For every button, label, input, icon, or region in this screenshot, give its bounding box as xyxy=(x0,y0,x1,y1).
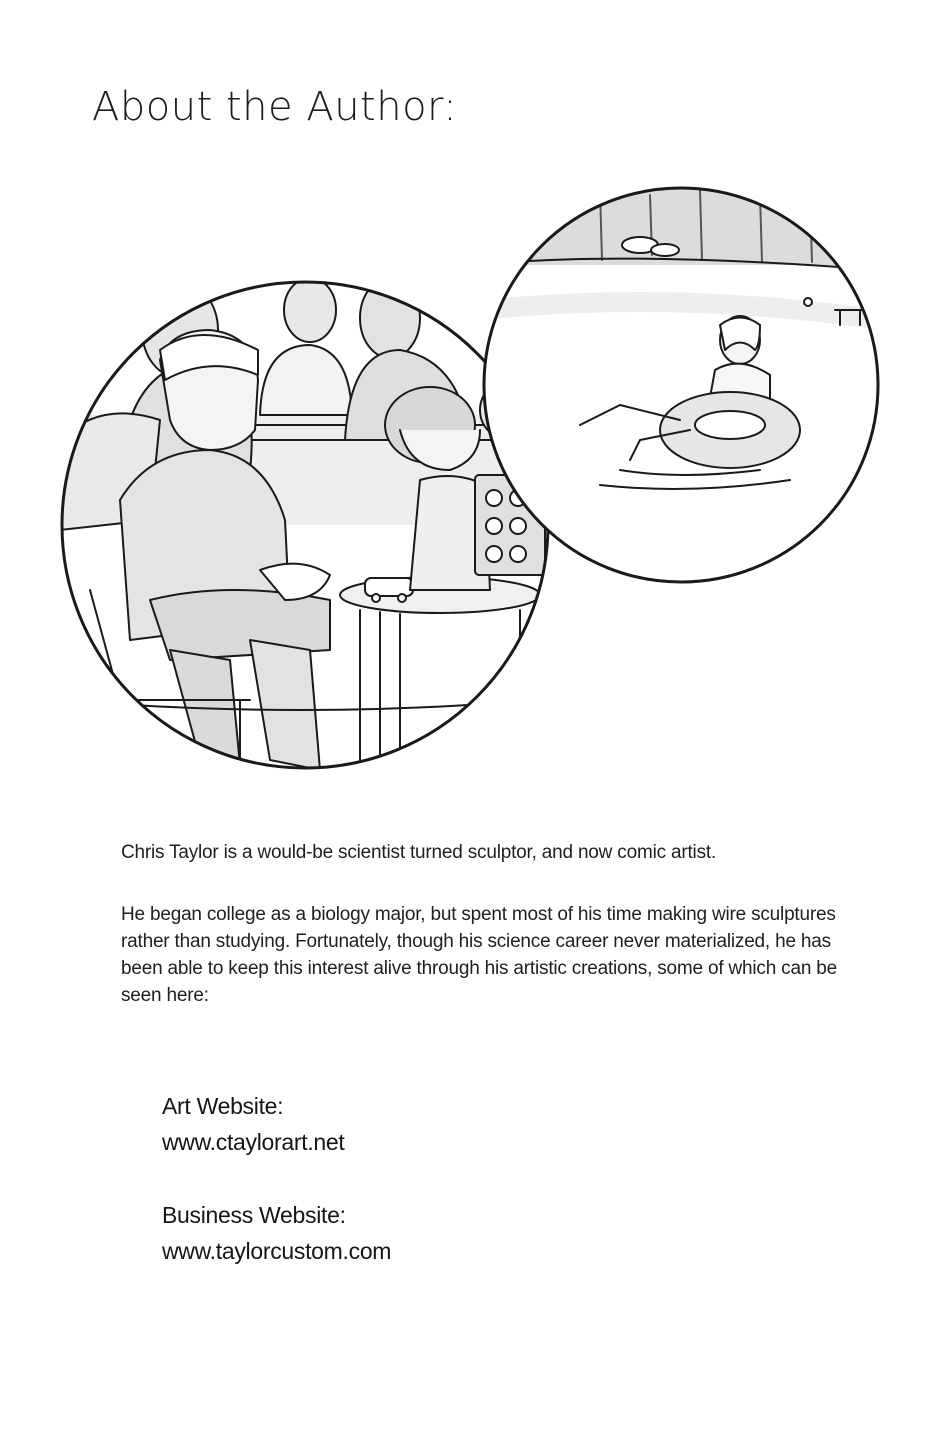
art-website-link[interactable]: www.ctaylorart.net xyxy=(162,1129,345,1155)
business-website-link[interactable]: www.taylorcustom.com xyxy=(162,1238,392,1264)
business-website-label: Business Website: xyxy=(162,1202,346,1228)
art-website-label: Art Website: xyxy=(162,1093,284,1119)
art-website-block xyxy=(162,1088,345,1160)
page-title: About the Author: xyxy=(92,84,458,130)
river-tubing-scene-illustration xyxy=(480,185,880,582)
bio-intro: Chris Taylor is a would-be scientist turned sculptor, and now comic artist. xyxy=(121,842,717,863)
business-website-block xyxy=(162,1197,391,1269)
bio-details: He began college as a biology major, but spent most of his time making wire sculptures rather than studying. Fortunately, though his science career never materialized, he has been able to keep this interest alive through his artistic creations, some of which can be seen here: xyxy=(121,904,838,1006)
waiting-room-scene-illustration xyxy=(60,278,548,770)
